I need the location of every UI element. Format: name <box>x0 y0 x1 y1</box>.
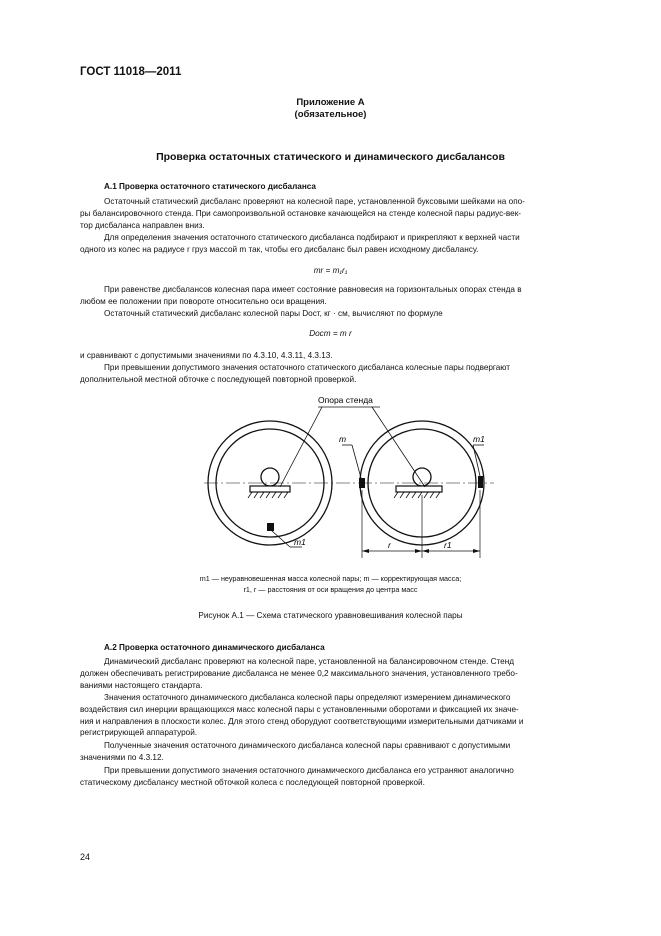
m1-right-leader <box>473 445 480 476</box>
label-m: m <box>339 434 347 444</box>
text-line: регистрирующей аппаратурой. <box>80 728 198 738</box>
text-line: Значения остаточного динамического дисбаланса колесной пары определяют измерением динамического <box>104 693 511 702</box>
text-line: Для определения значения остаточного статического дисбаланса подбирают и прикрепляют к верхней части <box>104 233 520 242</box>
annex-status: (обязательное) <box>294 109 367 120</box>
text-line: ваниями настоящего стандарта. <box>80 680 203 690</box>
a1-paragraph-3 <box>80 284 613 308</box>
legend-line-1: m1 — неуравновешенная масса колесной пары; m — корректирующая масса; <box>199 574 462 583</box>
text-line: любом ее положении при повороте относительно оси вращения. <box>80 296 327 306</box>
figure-caption: Рисунок А.1 — Схема статического уравновешивания колесной пары <box>198 611 463 620</box>
section-title: Проверка остаточных статического и динамического дисбалансов <box>156 151 505 163</box>
legend-line-2: r1, r — расстояния от оси вращения до центра масс <box>243 585 418 594</box>
text-line: Динамический дисбаланс проверяют на колесной паре, установленной на балансировочном стенде. Стенд <box>104 657 515 666</box>
text-line: дополнительной местной обточке с последующей повторной проверкой. <box>80 374 357 384</box>
left-mass-m1 <box>267 523 274 531</box>
text-line: статическому дисбалансу местной обточкой колеса с последующей повторной проверкой. <box>80 777 425 787</box>
m-leader <box>352 445 361 478</box>
support-leader-right <box>372 407 425 487</box>
right-mass-m1 <box>478 476 483 488</box>
annex-heading <box>0 97 661 121</box>
a2-paragraph-1 <box>80 656 613 691</box>
a1-paragraph-5: и сравнивают с допустимыми значениями по 4.3.10, 4.3.11, 4.3.13. <box>80 351 333 360</box>
text-line: значениями по 4.3.12. <box>80 752 164 762</box>
text-line: должен обеспечивать регистрирование дисбаланса не менее 0,2 максимального значения, установленного требо- <box>80 668 518 678</box>
text-line: При равенстве дисбалансов колесная пара имеет состояние равновесия на горизонтальных опорах стенда в <box>104 285 522 294</box>
document-header: ГОСТ 11018—2011 <box>80 66 182 78</box>
right-mass-m <box>359 478 365 488</box>
formula-dost: Dост = m r <box>309 329 352 338</box>
a1-paragraph-2 <box>80 232 613 256</box>
a2-paragraph-3 <box>80 740 613 764</box>
left-support <box>250 486 290 492</box>
figure-legend <box>0 573 661 595</box>
label-r: r <box>388 540 391 550</box>
text-line: Полученные значения остаточного динамического дисбаланса колесной пары сравнивают с допустимыми <box>104 741 511 750</box>
text-line: тор дисбаланса направлен вниз. <box>80 220 205 230</box>
label-m1-left: m1 <box>294 537 306 547</box>
text-line: воздействия сил инерции вращающихся масс колесной пары с установленными оборотами и фиксацией их значе- <box>80 704 519 714</box>
a1-paragraph-1 <box>80 196 613 231</box>
a2-heading: А.2 Проверка остаточного динамического дисбаланса <box>104 643 325 652</box>
a2-paragraph-4 <box>80 765 613 789</box>
a1-paragraph-4: Остаточный статический дисбаланс колесной пары Dост, кг · см, вычисляют по формуле <box>104 309 443 318</box>
text-line: ния и направления в плоскости колес. Для этого стенд оборудуют соответствующими измерительными датчиками и <box>80 716 524 726</box>
label-support: Опора стенда <box>318 395 373 405</box>
page-number: 24 <box>80 852 91 862</box>
right-support <box>396 486 442 492</box>
a1-heading: А.1 Проверка остаточного статического дисбаланса <box>104 182 316 191</box>
support-leader-left <box>280 407 322 487</box>
text-line: Остаточный статический дисбаланс проверяют на колесной паре, установленной буксовыми шейками на опо- <box>104 197 525 206</box>
annex-title: Приложение А <box>296 97 365 108</box>
text-line: При превышении допустимого значения остаточного статического дисбаланса колесные пары подвергают <box>104 363 511 372</box>
label-m1-right: m1 <box>473 434 485 444</box>
label-r1: r1 <box>444 540 452 550</box>
a2-paragraph-2 <box>80 692 613 739</box>
figure-wheelset-diagram <box>200 390 500 565</box>
text-line: При превышении допустимого значения остаточного динамического дисбаланса его устраняют аналогично <box>104 766 514 775</box>
a1-paragraph-6 <box>80 362 613 386</box>
text-line: одного из колес на радиусе r груз массой m так, чтобы его дисбаланс был равен исходному дисбалансу. <box>80 244 479 254</box>
text-line: ры балансировочного стенда. При самопроизвольной остановке качающейся на стенде колесной пары радиус-век- <box>80 208 522 218</box>
formula-balance: mr = m₁r₁ <box>313 266 348 275</box>
